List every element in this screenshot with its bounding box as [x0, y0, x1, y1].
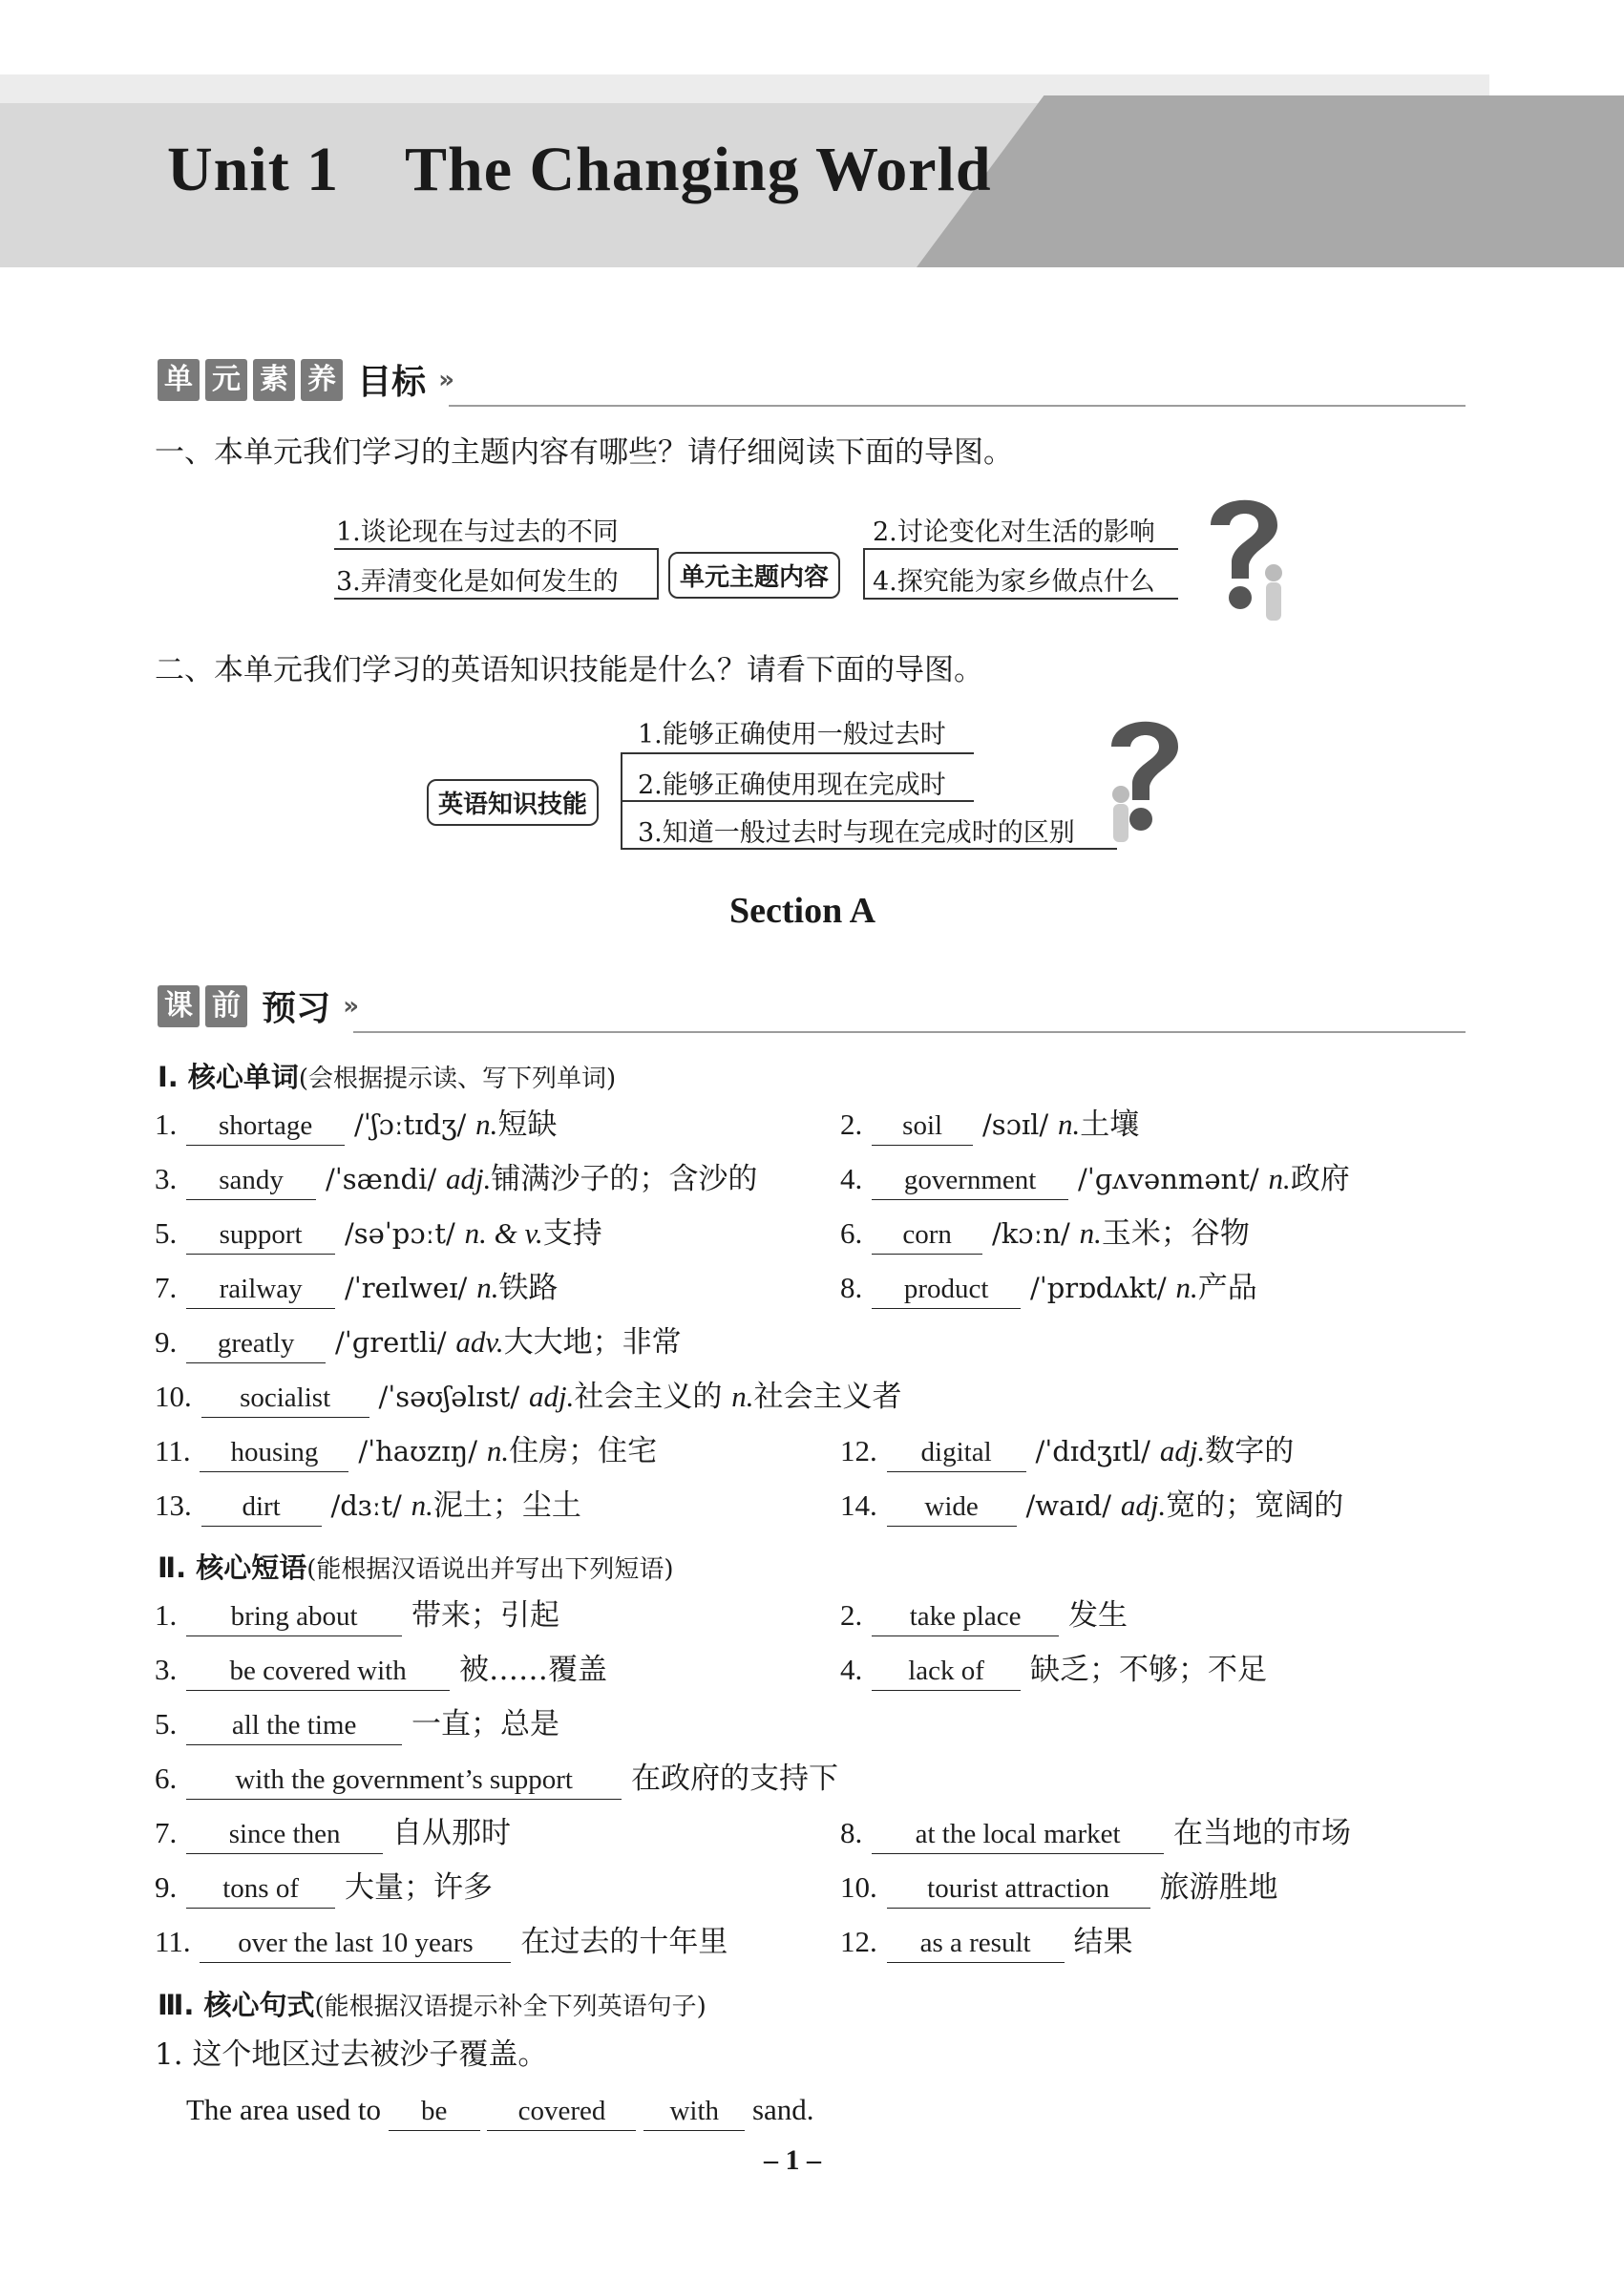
answer-blank: soil	[872, 1107, 973, 1146]
answer-blank: product	[872, 1270, 1021, 1309]
part-of-speech: n.	[475, 1108, 498, 1141]
goals-question-2: 二、本单元我们学习的英语知识技能是什么？请看下面的导图。	[155, 653, 983, 687]
map1-line-left-bottom	[334, 598, 659, 600]
phonetic: /kɔːn/	[991, 1217, 1070, 1250]
answer-blank: digital	[887, 1433, 1026, 1472]
goals-heading	[158, 355, 454, 409]
double-chevron-icon: »	[343, 991, 359, 1021]
sentence-end: sand.	[751, 2093, 814, 2126]
meaning: 住房；住宅	[509, 1434, 658, 1468]
phonetic: /ˈsəʊʃəlɪst/	[378, 1381, 520, 1413]
map2-line-3	[621, 848, 1117, 850]
meaning: 在过去的十年里	[520, 1925, 728, 1959]
phrase-item	[840, 1868, 1277, 1909]
item-number: 14.	[840, 1488, 877, 1522]
phonetic: /ˈsændi/	[325, 1163, 437, 1195]
map1-right-top: 2.讨论变化对生活的影响	[873, 517, 1155, 547]
preview-tile-2: 前	[205, 985, 247, 1027]
answer-blank: covered	[487, 2092, 636, 2131]
goals-rule	[449, 405, 1466, 407]
meaning: 产品	[1197, 1271, 1257, 1305]
question-figure-icon	[1193, 485, 1294, 628]
vocab-note: (会根据提示读、写下列单词)	[298, 1065, 617, 1093]
phrase-item	[155, 1596, 559, 1636]
phonetic: /sɔɪl/	[981, 1108, 1049, 1141]
item-number: 1.	[155, 1598, 178, 1632]
item-number: 5.	[155, 1216, 178, 1250]
part-of-speech: adj.	[1120, 1488, 1167, 1522]
item-number: 1.	[155, 1108, 178, 1141]
meaning: 一直；总是	[411, 1707, 559, 1741]
answer-blank: as a result	[887, 1924, 1065, 1963]
phonetic: /ˈɡʌvənmənt/	[1077, 1163, 1259, 1195]
part-of-speech: n.	[1175, 1271, 1198, 1304]
answer-blank: with the government’s support	[186, 1761, 622, 1800]
preview-rule	[353, 1031, 1466, 1033]
answer-blank: take place	[872, 1597, 1059, 1636]
phrase-item	[155, 1923, 728, 1963]
answer-blank: greatly	[186, 1324, 326, 1363]
vocab-item	[155, 1214, 602, 1255]
phrases-heading	[158, 1547, 674, 1586]
item-number: 11.	[155, 1434, 191, 1467]
section-title: Section A	[729, 891, 876, 931]
answer-blank: since then	[186, 1815, 383, 1854]
map2-line-1	[621, 752, 974, 754]
map1-center-box: 单元主题内容	[668, 552, 840, 599]
meaning: 自从那时	[391, 1816, 511, 1850]
goals-heading-text: 目标	[357, 363, 427, 402]
vocab-heading	[158, 1056, 616, 1095]
phrase-item	[840, 1814, 1351, 1854]
answer-blank: sandy	[186, 1161, 316, 1200]
phonetic: /ˈdɪdʒɪtl/	[1035, 1435, 1150, 1467]
part-of-speech: n.	[476, 1271, 499, 1304]
vocab-item	[840, 1269, 1257, 1309]
item-number: 4.	[840, 1653, 863, 1686]
meaning: 泥土；尘土	[432, 1488, 581, 1523]
goals-tile-1: 单	[158, 359, 200, 401]
answer-blank: with	[643, 2092, 745, 2131]
answer-blank: housing	[200, 1433, 348, 1472]
vocab-item	[840, 1160, 1350, 1200]
answer-blank: corn	[872, 1215, 982, 1255]
sentences-heading	[158, 1984, 707, 2023]
item-number: 2.	[840, 1108, 863, 1141]
phrase-item	[155, 1651, 607, 1691]
item-number: 12.	[840, 1925, 877, 1958]
meaning: 大量；许多	[344, 1870, 493, 1905]
meaning: 大大地；非常	[503, 1325, 682, 1360]
item-number: 10.	[155, 1380, 192, 1413]
meaning: 旅游胜地	[1159, 1870, 1278, 1905]
meaning: 玉米；谷物	[1101, 1216, 1250, 1251]
sentences-note: (能根据汉语提示补全下列英语句子)	[314, 1993, 707, 2021]
phrases-note: (能根据汉语说出并写出下列短语)	[306, 1555, 674, 1584]
phrase-item	[155, 1705, 559, 1745]
item-number: 8.	[840, 1271, 863, 1304]
meaning: 宽的；宽阔的	[1166, 1488, 1344, 1523]
meaning: 支持	[542, 1216, 602, 1251]
item-number: 8.	[840, 1816, 863, 1849]
meaning: 带来；引起	[411, 1598, 559, 1633]
meaning: 社会主义的	[574, 1380, 723, 1414]
vocab-item	[155, 1160, 757, 1200]
answer-blank: be covered with	[186, 1652, 450, 1691]
answer-blank: tons of	[186, 1869, 335, 1909]
item-number: 6.	[840, 1216, 863, 1250]
meaning: 在当地的市场	[1172, 1816, 1351, 1850]
goals-tile-3: 素	[253, 359, 295, 401]
meaning: 发生	[1067, 1598, 1128, 1633]
item-number: 3.	[155, 1162, 178, 1195]
item-number: 5.	[155, 1707, 178, 1741]
answer-blank: shortage	[186, 1107, 345, 1146]
item-number: 7.	[155, 1816, 178, 1849]
meaning: 缺乏；不够；不足	[1029, 1653, 1267, 1687]
phonetic: /waɪd/	[1025, 1489, 1111, 1522]
map2-center-box: 英语知识技能	[427, 779, 599, 826]
vocab-item	[155, 1487, 581, 1527]
map2-branch-3: 3.知道一般过去时与现在完成时的区别	[638, 818, 1075, 848]
part-of-speech-2: n.	[731, 1380, 754, 1413]
goals-question-1: 一、本单元我们学习的主题内容有哪些？请仔细阅读下面的导图。	[155, 435, 1013, 470]
preview-heading	[158, 981, 359, 1035]
preview-heading-text: 预习	[262, 989, 331, 1028]
answer-blank: dirt	[201, 1488, 322, 1527]
goals-tile-2: 元	[205, 359, 247, 401]
phrase-item	[155, 1814, 511, 1854]
page-number: – 1 –	[764, 2144, 821, 2176]
answer-blank: railway	[186, 1270, 335, 1309]
map2-line-2	[621, 800, 974, 802]
meaning: 铁路	[498, 1271, 559, 1305]
item-number: 3.	[155, 1653, 178, 1686]
answer-blank: socialist	[201, 1379, 369, 1418]
meaning: 土壤	[1080, 1108, 1140, 1142]
map1-right-bottom: 4.探究能为家乡做点什么	[873, 567, 1155, 597]
map2-branch-1: 1.能够正确使用一般过去时	[638, 720, 946, 749]
answer-blank: over the last 10 years	[200, 1924, 511, 1963]
sentence-1-english	[186, 2091, 814, 2131]
preview-tile-1: 课	[158, 985, 200, 1027]
item-number: 2.	[840, 1598, 863, 1632]
phrase-item	[840, 1923, 1132, 1963]
vocab-item	[155, 1269, 558, 1309]
meaning: 政府	[1290, 1162, 1350, 1196]
vocab-item	[155, 1378, 901, 1418]
vocab-title: Ⅰ. 核心单词	[158, 1061, 299, 1093]
part-of-speech: adv.	[455, 1325, 504, 1359]
part-of-speech: adj.	[529, 1380, 575, 1413]
phrase-item	[840, 1596, 1128, 1636]
part-of-speech: n.	[486, 1434, 510, 1467]
answer-blank: lack of	[872, 1652, 1021, 1691]
vocab-item	[840, 1214, 1250, 1255]
item-number: 7.	[155, 1271, 178, 1304]
answer-blank: at the local market	[872, 1815, 1164, 1854]
vocab-item	[840, 1487, 1343, 1527]
answer-blank: wide	[887, 1488, 1017, 1527]
answer-blank: support	[186, 1215, 335, 1255]
part-of-speech: n.	[1268, 1162, 1291, 1195]
meaning: 短缺	[497, 1108, 558, 1142]
vocab-item	[840, 1106, 1139, 1146]
map1-bracket-right	[863, 548, 865, 600]
meaning: 铺满沙子的；含沙的	[491, 1162, 758, 1196]
item-number: 6.	[155, 1762, 178, 1795]
map1-left-top: 1.谈论现在与过去的不同	[336, 517, 619, 547]
phrase-item	[155, 1760, 838, 1800]
item-number: 4.	[840, 1162, 863, 1195]
phonetic: /səˈpɔːt/	[344, 1217, 455, 1250]
part-of-speech: adj.	[1159, 1434, 1206, 1467]
unit-title: Unit 1 The Changing World	[167, 135, 992, 204]
part-of-speech: n. & v.	[464, 1216, 543, 1250]
vocab-item	[155, 1432, 657, 1472]
phrases-title: Ⅱ. 核心短语	[158, 1551, 307, 1584]
item-number: 10.	[840, 1870, 877, 1904]
meaning: 数字的	[1205, 1434, 1295, 1468]
item-number: 13.	[155, 1488, 192, 1522]
item-number: 9.	[155, 1870, 178, 1904]
part-of-speech: n.	[1079, 1216, 1102, 1250]
vocab-item	[840, 1432, 1294, 1472]
answer-blank: tourist attraction	[887, 1869, 1150, 1909]
meaning: 结果	[1073, 1925, 1133, 1959]
phrase-item	[155, 1868, 493, 1909]
meaning-2: 社会主义者	[753, 1380, 902, 1414]
sentence-1-chinese: 1. 这个地区过去被沙子覆盖。	[155, 2037, 548, 2072]
meaning: 在政府的支持下	[630, 1762, 838, 1796]
answer-blank: be	[389, 2092, 480, 2131]
phonetic: /ˈʃɔːtɪdʒ/	[353, 1108, 467, 1141]
vocab-item	[155, 1106, 557, 1146]
part-of-speech: adj.	[446, 1162, 492, 1195]
sentence-start: The area used to	[186, 2093, 381, 2126]
goals-tile-4: 养	[301, 359, 343, 401]
item-number: 12.	[840, 1434, 877, 1467]
map1-line-right-bottom	[863, 598, 1178, 600]
map2-branch-2: 2.能够正确使用现在完成时	[638, 770, 946, 800]
answer-blank: bring about	[186, 1597, 402, 1636]
item-number: 11.	[155, 1925, 191, 1958]
item-number: 9.	[155, 1325, 178, 1359]
map1-line-left-top	[334, 548, 659, 550]
double-chevron-icon: »	[438, 365, 454, 394]
phonetic: /ˈprɒdʌkt/	[1029, 1272, 1167, 1304]
phonetic: /ˈhaʊzɪŋ/	[358, 1435, 478, 1467]
question-figure-icon	[1098, 707, 1193, 850]
map1-bracket-left	[657, 548, 659, 600]
vocab-item	[155, 1323, 682, 1363]
answer-blank: government	[872, 1161, 1068, 1200]
phrase-item	[840, 1651, 1267, 1691]
sentences-title: Ⅲ. 核心句式	[158, 1989, 315, 2021]
phonetic: /ˈreɪlweɪ/	[344, 1272, 468, 1304]
phonetic: /ˈɡreɪtli/	[334, 1326, 447, 1359]
map1-left-bottom: 3.弄清变化是如何发生的	[336, 567, 619, 597]
answer-blank: all the time	[186, 1706, 402, 1745]
part-of-speech: n.	[411, 1488, 433, 1522]
part-of-speech: n.	[1058, 1108, 1081, 1141]
phonetic: /dɜːt/	[330, 1489, 402, 1522]
meaning: 被……覆盖	[458, 1653, 607, 1687]
map1-line-right-top	[863, 548, 1178, 550]
